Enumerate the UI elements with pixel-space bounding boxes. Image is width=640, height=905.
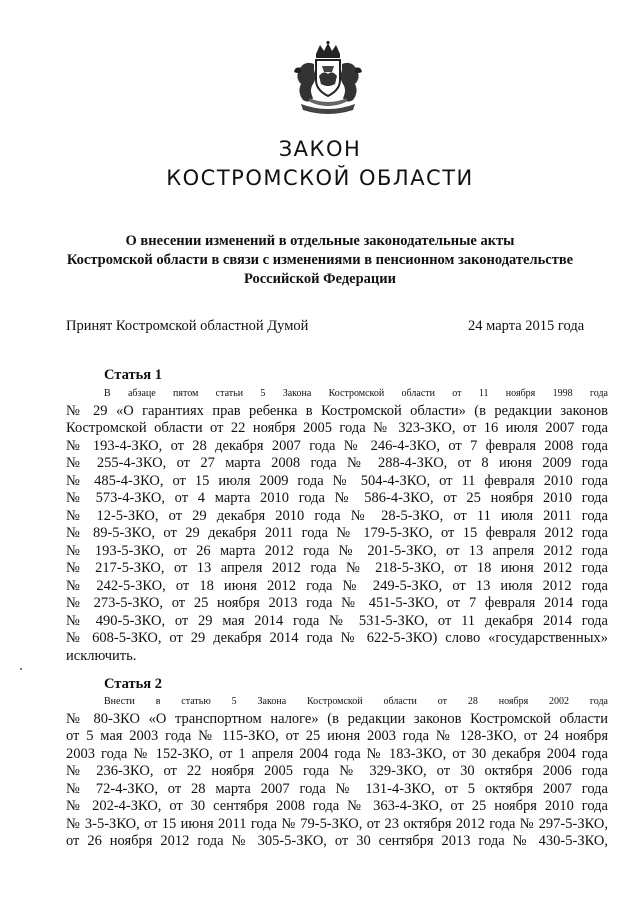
text-line: № 485-4-ЗКО, от 15 июля 2009 года № 504-4-ЗКО, от 11 февраля 2010 года	[66, 472, 608, 489]
text-line: В абзаце пятом статьи 5 Закона Костромской области от 11 ноября 1998 года	[104, 388, 608, 399]
subject-line: О внесении изменений в отдельные законодательные акты	[125, 233, 515, 249]
text-line: № 608-5-ЗКО, от 29 декабря 2014 года № 622-5-ЗКО) слово «государственных»	[66, 630, 608, 646]
text-line: № 217-5-ЗКО, от 13 апреля 2012 года № 218-5-ЗКО, от 18 июня 2012 года	[66, 560, 608, 576]
text-line: № 29 «О гарантиях прав ребенка в Костромской области» (в редакции законов	[66, 402, 608, 419]
adoption-date: 24 марта 2015 года	[468, 318, 585, 334]
article-1-text	[66, 385, 608, 665]
coat-of-arms-emblem	[289, 40, 367, 118]
subject-line: Российской Федерации	[243, 271, 396, 287]
text-line: 2003 года № 152-ЗКО, от 1 апреля 2004 года № 183-ЗКО, от 30 декабря 2004 года	[66, 745, 608, 762]
text-line: № 80-ЗКО «О транспортном налоге» (в редакции законов Костромской области	[66, 710, 608, 727]
text-line: исключить.	[66, 647, 137, 664]
text-line: № 273-5-ЗКО, от 25 ноября 2013 года № 451-5-ЗКО, от 7 февраля 2014 года	[66, 595, 608, 611]
text-line: № 490-5-ЗКО, от 29 мая 2014 года № 531-5-ЗКО, от 11 декабря 2014 года	[66, 612, 608, 629]
text-line: Костромской области от 22 ноября 2005 года № 323-ЗКО, от 16 июля 2007 года	[66, 420, 608, 436]
text-line: № 89-5-ЗКО, от 29 декабря 2011 года № 179-5-ЗКО, от 15 февраля 2012 года	[66, 525, 608, 541]
law-region-title: КОСТРОМСКОЙ ОБЛАСТИ	[166, 166, 474, 190]
text-line: № 3-5-ЗКО, от 15 июня 2011 года № 79-5-ЗКО, от 23 октября 2012 года № 297-5-ЗКО,	[66, 815, 608, 832]
law-title: ЗАКОН	[278, 137, 362, 161]
text-line: № 193-4-ЗКО, от 28 декабря 2007 года № 246-4-ЗКО, от 7 февраля 2008 года	[66, 437, 608, 454]
adopted-by: Принят Костромской областной Думой	[66, 318, 309, 334]
text-line: № 72-4-ЗКО, от 28 марта 2007 года № 131-4-ЗКО, от 5 октября 2007 года	[66, 780, 608, 797]
article-2-title: Статья 2	[104, 676, 162, 692]
scan-speck	[20, 668, 22, 670]
article-2-text	[66, 693, 608, 851]
text-line: № 236-ЗКО, от 22 ноября 2005 года № 329-ЗКО, от 30 октября 2006 года	[66, 763, 608, 779]
article-1-title: Статья 1	[104, 367, 162, 383]
text-line: № 202-4-ЗКО, от 30 сентября 2008 года № 363-4-ЗКО, от 25 ноября 2010 года	[66, 798, 608, 814]
subject-line: Костромской области в связи с изменениями в пенсионном законодательстве	[66, 252, 574, 268]
text-line: № 242-5-ЗКО, от 18 июня 2012 года № 249-5-ЗКО, от 13 июля 2012 года	[66, 577, 608, 594]
text-line: № 255-4-ЗКО, от 27 марта 2008 года № 288-4-ЗКО, от 8 июня 2009 года	[66, 455, 608, 471]
text-line: от 5 мая 2003 года № 115-ЗКО, от 25 июня 2003 года № 128-ЗКО, от 24 ноября	[66, 728, 608, 744]
text-line: от 26 ноября 2012 года № 305-5-ЗКО, от 30 сентября 2013 года № 430-5-ЗКО,	[66, 833, 608, 849]
text-line: № 193-5-ЗКО, от 26 марта 2012 года № 201-5-ЗКО, от 13 апреля 2012 года	[66, 542, 608, 559]
text-line: Внести в статью 5 Закона Костромской области от 28 ноября 2002 года	[104, 696, 608, 707]
law-subject	[40, 232, 600, 289]
text-line: № 573-4-ЗКО, от 4 марта 2010 года № 586-4-ЗКО, от 25 ноября 2010 года	[66, 490, 608, 506]
text-line: № 12-5-ЗКО, от 29 декабря 2010 года № 28-5-ЗКО, от 11 июля 2011 года	[66, 507, 608, 524]
